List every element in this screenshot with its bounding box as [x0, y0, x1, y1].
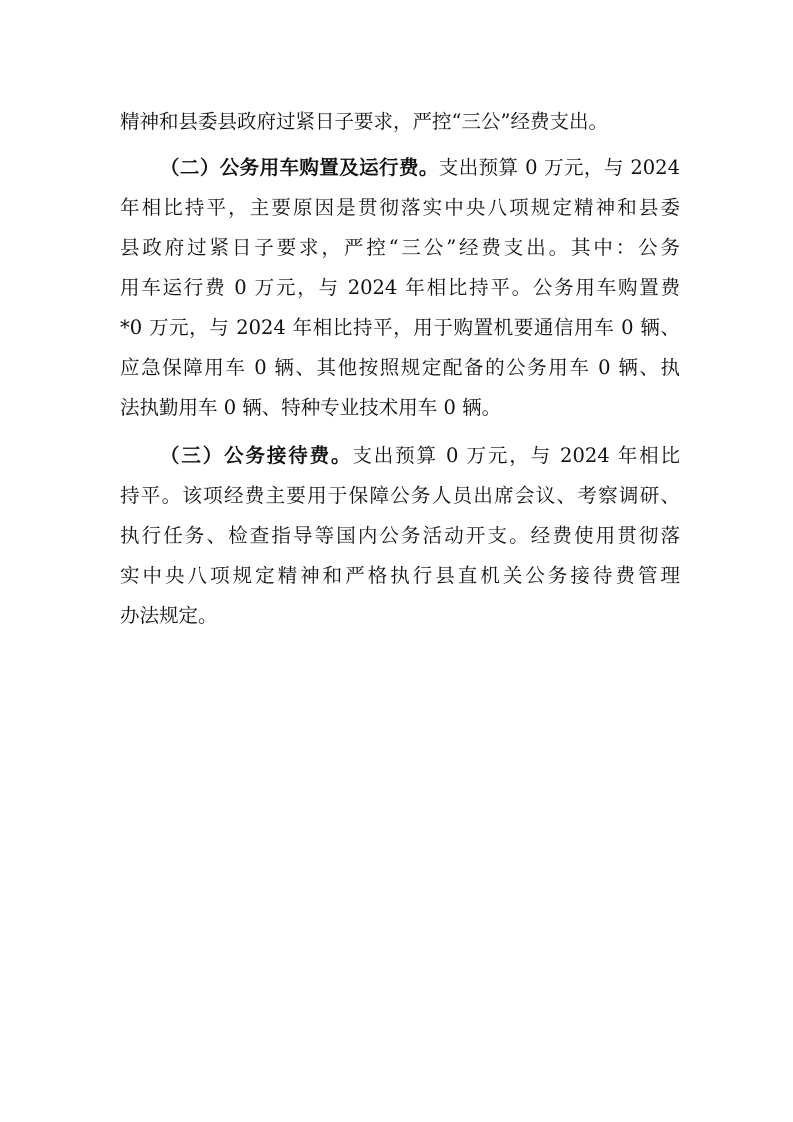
section3-line-2: 持平。该项经费主要用于保障公务人员出席会议、考察调研、 [120, 484, 680, 507]
section2-line-2: 年相比持平，主要原因是贯彻落实中央八项规定精神和县委 [120, 196, 680, 219]
intro-text: 精神和县委县政府过紧日子要求，严控“三公”经费支出。 [120, 110, 608, 133]
section2-line-7: 法执勤用车 0 辆、特种专业技术用车 0 辆。 [120, 396, 502, 419]
section2-line-6: 应急保障用车 0 辆、其他按照规定配备的公务用车 0 辆、执 [120, 356, 680, 379]
section3-heading: （三）公务接待费。 [160, 444, 353, 467]
section3-line-4: 实中央八项规定精神和严格执行县直机关公务接待费管理 [120, 564, 680, 587]
section2-line-3: 县政府过紧日子要求，严控“三公”经费支出。其中：公务 [120, 236, 680, 259]
section2-heading: （二）公务用车购置及运行费。 [160, 156, 439, 179]
section3-line-5: 办法规定。 [120, 604, 218, 627]
section3-line-1 [160, 436, 680, 476]
section3-text-1: 支出预算 0 万元，与 2024 年相比 [352, 444, 680, 467]
section3-line-3: 执行任务、检查指导等国内公务活动开支。经费使用贯彻落 [120, 524, 680, 547]
section2-line-4: 用车运行费 0 万元，与 2024 年相比持平。公务用车购置费 [120, 276, 680, 299]
section2-text-1: 支出预算 0 万元，与 2024 [438, 156, 680, 179]
section2-line-1 [160, 148, 680, 188]
intro-paragraph-line [120, 102, 680, 142]
section2-line-5: *0 万元，与 2024 年相比持平，用于购置机要通信用车 0 辆、 [120, 316, 680, 339]
